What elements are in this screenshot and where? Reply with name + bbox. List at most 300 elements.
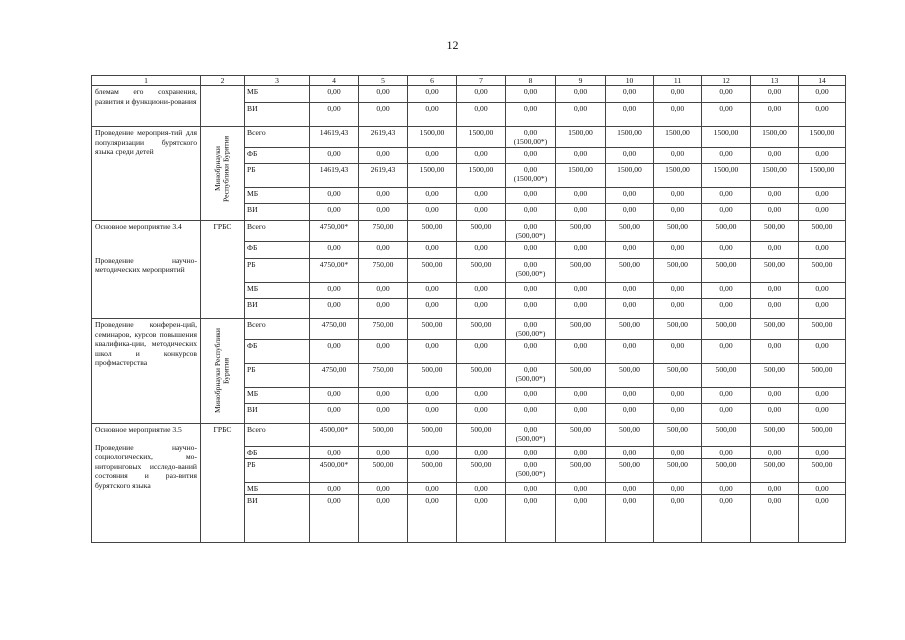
- value-cell: [408, 148, 457, 164]
- value-cell: [606, 424, 654, 447]
- value-text: 0,00: [523, 284, 538, 293]
- value-text: 1500,00: [617, 165, 642, 174]
- value-cell: [359, 127, 408, 148]
- value-text: 0,00: [719, 104, 733, 113]
- source-cell: МБ: [245, 188, 310, 204]
- value-text: 4750,00: [321, 320, 347, 329]
- value-text: 1500,00: [809, 128, 835, 137]
- value-cell: [408, 86, 457, 103]
- value-cell: [606, 221, 654, 242]
- value-cell: [408, 447, 457, 459]
- value-text: 0,00: [523, 104, 538, 113]
- value-text: 0,00: [719, 87, 733, 96]
- value-cell: [408, 283, 457, 299]
- value-text: 0,00: [523, 484, 538, 493]
- value-text: 1500,00: [665, 128, 690, 137]
- value-cell: [702, 340, 751, 364]
- value-text: 0,00: [815, 496, 829, 505]
- value-text: 0,00: [815, 205, 829, 214]
- value-cell: [799, 221, 846, 242]
- value-cell: [702, 148, 751, 164]
- value-text: 500,00: [421, 425, 443, 434]
- value-text: 0,00: [425, 341, 439, 350]
- table-row: [92, 319, 846, 340]
- value-text: 0,00: [376, 205, 390, 214]
- column-header: 2: [201, 76, 245, 86]
- value-cell: [702, 447, 751, 459]
- value-cell: [751, 340, 799, 364]
- value-text: 500,00: [715, 222, 737, 231]
- value-text: 0,00: [327, 104, 341, 113]
- value-cell: [310, 259, 359, 283]
- value-cell: [606, 299, 654, 319]
- value-cell: [556, 483, 606, 495]
- value-text: 500,00: [570, 425, 591, 434]
- value-text: 1500,00: [468, 165, 494, 174]
- value-text: 0,00: [474, 484, 488, 493]
- value-cell: [359, 164, 408, 188]
- value-cell: [556, 259, 606, 283]
- value-cell: [799, 495, 846, 543]
- value-cell: [310, 340, 359, 364]
- measure-description: [92, 424, 201, 543]
- value-text: 0,00: [670, 496, 685, 505]
- value-cell: [408, 483, 457, 495]
- value-text: 0,00: [719, 341, 733, 350]
- value-cell: [408, 424, 457, 447]
- value-cell: [654, 299, 702, 319]
- value-cell: [556, 319, 606, 340]
- value-text: 0,00: [425, 205, 439, 214]
- value-cell: [654, 86, 702, 103]
- executor-name: ГРБС: [213, 425, 232, 434]
- value-text: 0,00: [573, 484, 588, 493]
- value-cell: [606, 148, 654, 164]
- value-text: 0,00: [622, 300, 637, 309]
- value-text: 0,00: [425, 405, 439, 414]
- table-body: [92, 76, 846, 543]
- value-text: 500,00: [764, 365, 785, 374]
- value-text: 0,00: [767, 405, 782, 414]
- value-cell: [654, 283, 702, 299]
- value-text: 14619,43: [319, 128, 349, 137]
- value-text: 0,00: [376, 484, 390, 493]
- value-text: 4500,00*: [319, 425, 349, 434]
- value-cell: [506, 164, 556, 188]
- value-text: 0,00: [376, 284, 390, 293]
- value-cell: [654, 221, 702, 242]
- value-text: 0,00: [523, 149, 538, 158]
- value-text: 0,00: [573, 104, 588, 113]
- value-text: 500,00: [667, 365, 688, 374]
- value-text: 500,00: [570, 320, 591, 329]
- value-text: 0,00: [767, 284, 782, 293]
- value-cell: [606, 259, 654, 283]
- value-text: 500,00: [421, 320, 443, 329]
- value-cell: [606, 459, 654, 483]
- value-cell: [799, 86, 846, 103]
- value-text: 0,00: [573, 405, 588, 414]
- value-cell: [310, 404, 359, 424]
- value-text: 0,00: [376, 405, 390, 414]
- value-text: 0,00: [815, 87, 829, 96]
- value-text: 0,00: [815, 104, 829, 113]
- value-text: 750,00: [372, 222, 394, 231]
- value-cell: [310, 103, 359, 127]
- source-cell: ФБ: [245, 148, 310, 164]
- value-cell: [408, 495, 457, 543]
- value-note: (500,00*): [515, 374, 546, 383]
- value-text: 0,00: [376, 149, 390, 158]
- value-cell: [457, 164, 506, 188]
- value-cell: [310, 388, 359, 404]
- column-header: 10: [606, 76, 654, 86]
- value-cell: [556, 188, 606, 204]
- value-text: 4750,00: [321, 365, 347, 374]
- measure-text: Проведение научно-методических мероприятий: [95, 255, 197, 274]
- value-cell: [799, 319, 846, 340]
- value-text: 0,00: [327, 87, 341, 96]
- value-text: 0,00: [327, 405, 341, 414]
- value-text: 1500,00: [762, 165, 787, 174]
- column-header: 5: [359, 76, 408, 86]
- value-cell: [408, 364, 457, 388]
- column-header: 9: [556, 76, 606, 86]
- value-cell: [408, 103, 457, 127]
- value-cell: [556, 204, 606, 221]
- value-note: (500,00*): [515, 329, 546, 338]
- value-cell: [751, 459, 799, 483]
- value-cell: [408, 388, 457, 404]
- value-cell: [702, 283, 751, 299]
- value-cell: [310, 319, 359, 340]
- value-text: 500,00: [667, 425, 688, 434]
- source-cell: ВИ: [245, 103, 310, 127]
- value-cell: [606, 388, 654, 404]
- value-cell: [310, 495, 359, 543]
- value-text: 0,00: [719, 448, 733, 457]
- value-text: 0,00: [670, 104, 685, 113]
- value-text: 0,00: [719, 284, 733, 293]
- value-text: 0,00: [425, 484, 439, 493]
- value-cell: [751, 299, 799, 319]
- value-cell: [751, 447, 799, 459]
- value-cell: [310, 447, 359, 459]
- value-cell: [606, 319, 654, 340]
- value-text: 0,00: [425, 300, 439, 309]
- value-cell: [310, 164, 359, 188]
- value-cell: [506, 148, 556, 164]
- value-text: 0,00: [622, 389, 637, 398]
- value-text: 500,00: [764, 425, 785, 434]
- value-text: 500,00: [570, 365, 591, 374]
- value-text: 1500,00: [468, 128, 494, 137]
- value-text: 0,00: [622, 243, 637, 252]
- value-note: (500,00*): [515, 231, 546, 240]
- value-cell: [751, 259, 799, 283]
- value-cell: [702, 204, 751, 221]
- value-text: 0,00: [670, 405, 685, 414]
- source-cell: МБ: [245, 388, 310, 404]
- value-cell: [310, 188, 359, 204]
- value-text: 0,00: [573, 389, 588, 398]
- value-cell: [457, 103, 506, 127]
- header-row: [92, 76, 846, 86]
- value-cell: [506, 459, 556, 483]
- value-text: 500,00: [470, 260, 492, 269]
- value-text: 500,00: [470, 460, 492, 469]
- value-cell: [506, 283, 556, 299]
- value-cell: [457, 483, 506, 495]
- value-text: 0,00: [719, 243, 733, 252]
- value-text: 0,00: [376, 389, 390, 398]
- value-text: 0,00: [425, 448, 439, 457]
- value-text: 0,00: [474, 284, 488, 293]
- value-cell: [751, 127, 799, 148]
- source-cell: РБ: [245, 259, 310, 283]
- value-cell: [457, 188, 506, 204]
- value-text: 0,00: [767, 189, 782, 198]
- value-text: 1500,00: [713, 128, 739, 137]
- value-text: 0,00: [622, 205, 637, 214]
- value-cell: [654, 127, 702, 148]
- value-text: 0,00: [767, 496, 782, 505]
- value-text: 0,00: [719, 405, 733, 414]
- value-text: 0,00: [767, 389, 782, 398]
- value-cell: [702, 404, 751, 424]
- value-text: 0,00: [474, 149, 488, 158]
- value-text: 0,00: [327, 284, 341, 293]
- value-cell: [457, 364, 506, 388]
- value-text: 500,00: [372, 425, 394, 434]
- value-cell: [751, 424, 799, 447]
- value-cell: [799, 259, 846, 283]
- value-text: 0,00: [327, 189, 341, 198]
- value-cell: [654, 164, 702, 188]
- column-header: 11: [654, 76, 702, 86]
- value-cell: [457, 299, 506, 319]
- value-text: 4750,00*: [319, 222, 349, 231]
- value-cell: [654, 404, 702, 424]
- value-cell: [799, 164, 846, 188]
- value-cell: [751, 283, 799, 299]
- value-cell: [506, 340, 556, 364]
- value-text: 0,00: [815, 448, 829, 457]
- value-cell: [702, 483, 751, 495]
- value-text: 500,00: [470, 222, 492, 231]
- value-cell: [310, 459, 359, 483]
- value-text: 0,00: [523, 448, 538, 457]
- measure-description: [92, 127, 201, 221]
- value-text: 500,00: [715, 320, 737, 329]
- value-cell: [457, 242, 506, 259]
- value-cell: [310, 483, 359, 495]
- value-cell: [751, 164, 799, 188]
- value-cell: [606, 86, 654, 103]
- value-cell: [556, 283, 606, 299]
- value-text: 0,00: [670, 284, 685, 293]
- value-cell: [751, 188, 799, 204]
- value-text: 0,00: [474, 405, 488, 414]
- value-cell: [457, 221, 506, 242]
- value-text: 0,00: [474, 104, 488, 113]
- value-cell: [457, 319, 506, 340]
- value-cell: [606, 188, 654, 204]
- value-text: 0,00: [573, 496, 588, 505]
- value-cell: [506, 242, 556, 259]
- value-text: 1500,00: [568, 165, 593, 174]
- value-note: (500,00*): [515, 269, 546, 278]
- value-cell: [506, 103, 556, 127]
- measure-text: Основное мероприятие 3.5: [95, 425, 182, 434]
- source-cell: ВИ: [245, 495, 310, 543]
- value-text: 0,00: [719, 300, 733, 309]
- value-text: 0,00: [622, 341, 637, 350]
- column-header: 7: [457, 76, 506, 86]
- executor-cell: [201, 127, 245, 221]
- value-text: 500,00: [811, 260, 833, 269]
- value-cell: [506, 364, 556, 388]
- value-cell: [799, 404, 846, 424]
- value-cell: [702, 319, 751, 340]
- value-cell: [751, 404, 799, 424]
- value-cell: [359, 204, 408, 221]
- value-cell: [359, 242, 408, 259]
- value-cell: [408, 319, 457, 340]
- value-cell: [751, 495, 799, 543]
- value-text: 750,00: [372, 365, 394, 374]
- column-header: 14: [799, 76, 846, 86]
- source-cell: МБ: [245, 283, 310, 299]
- value-cell: [606, 164, 654, 188]
- value-cell: [506, 259, 556, 283]
- value-text: 0,00: [815, 189, 829, 198]
- value-text: 500,00: [667, 460, 688, 469]
- value-text: 500,00: [619, 320, 640, 329]
- value-cell: [702, 242, 751, 259]
- value-text: 500,00: [811, 320, 833, 329]
- value-text: 0,00: [622, 149, 637, 158]
- value-text: 0,00: [327, 149, 341, 158]
- value-text: 2619,43: [370, 165, 396, 174]
- source-cell: РБ: [245, 164, 310, 188]
- value-text: 0,00: [622, 189, 637, 198]
- value-text: 500,00: [421, 460, 443, 469]
- value-text: 1500,00: [713, 165, 739, 174]
- value-cell: [310, 221, 359, 242]
- value-note: (500,00*): [515, 469, 546, 478]
- value-cell: [606, 103, 654, 127]
- value-cell: [506, 388, 556, 404]
- value-cell: [654, 340, 702, 364]
- value-cell: [751, 483, 799, 495]
- value-text: 500,00: [570, 460, 591, 469]
- column-header: 12: [702, 76, 751, 86]
- value-cell: [654, 103, 702, 127]
- value-cell: [359, 86, 408, 103]
- value-cell: [799, 283, 846, 299]
- value-text: 0,00: [767, 205, 782, 214]
- value-text: 0,00: [622, 405, 637, 414]
- value-text: 0,00: [767, 243, 782, 252]
- budget-table: [91, 75, 846, 543]
- value-cell: [751, 86, 799, 103]
- value-cell: [457, 127, 506, 148]
- value-text: 0,00: [425, 189, 439, 198]
- value-cell: [506, 447, 556, 459]
- value-cell: [751, 242, 799, 259]
- value-text: 0,00: [815, 484, 829, 493]
- value-text: 500,00: [667, 222, 688, 231]
- value-cell: [408, 164, 457, 188]
- value-text: 500,00: [764, 222, 785, 231]
- value-text: 0,00: [670, 87, 685, 96]
- value-cell: [606, 204, 654, 221]
- value-note: (1500,00*): [513, 137, 548, 146]
- value-text: 0,00: [767, 484, 782, 493]
- table-row: [92, 221, 846, 242]
- value-text: 0,00: [523, 243, 538, 252]
- value-cell: [702, 299, 751, 319]
- value-cell: [799, 483, 846, 495]
- value-text: 0,00: [474, 205, 488, 214]
- table-row: [92, 127, 846, 148]
- value-text: 1500,00: [617, 128, 642, 137]
- value-text: 0,00: [376, 87, 390, 96]
- value-cell: [799, 364, 846, 388]
- value-text: 0,00: [719, 149, 733, 158]
- executor-name: Минобрнауки Республики Бурятия: [213, 135, 231, 203]
- value-text: 500,00: [619, 365, 640, 374]
- value-text: 1500,00: [762, 128, 787, 137]
- value-cell: [408, 242, 457, 259]
- value-text: 0,00: [523, 205, 538, 214]
- value-text: 0,00: [376, 448, 390, 457]
- value-text: 0,00: [573, 448, 588, 457]
- value-text: 0,00: [327, 205, 341, 214]
- value-cell: [799, 340, 846, 364]
- value-text: 0,00: [815, 149, 829, 158]
- value-cell: [359, 424, 408, 447]
- value-cell: [556, 388, 606, 404]
- value-text: 0,00: [573, 87, 588, 96]
- value-cell: [359, 283, 408, 299]
- value-cell: [457, 388, 506, 404]
- value-cell: [654, 319, 702, 340]
- value-text: 0,00: [573, 205, 588, 214]
- value-cell: [359, 319, 408, 340]
- value-cell: [457, 495, 506, 543]
- value-text: 0,00: [523, 222, 538, 231]
- value-cell: [359, 103, 408, 127]
- value-cell: [654, 364, 702, 388]
- value-cell: [310, 283, 359, 299]
- value-cell: [408, 221, 457, 242]
- value-cell: [457, 283, 506, 299]
- value-text: 0,00: [815, 243, 829, 252]
- value-cell: [408, 188, 457, 204]
- column-header: 6: [408, 76, 457, 86]
- value-cell: [751, 221, 799, 242]
- value-text: 0,00: [425, 87, 439, 96]
- value-text: 0,00: [573, 243, 588, 252]
- value-text: 0,00: [474, 389, 488, 398]
- value-cell: [556, 447, 606, 459]
- value-text: 0,00: [425, 284, 439, 293]
- value-text: 0,00: [523, 165, 538, 174]
- value-cell: [556, 424, 606, 447]
- value-cell: [408, 127, 457, 148]
